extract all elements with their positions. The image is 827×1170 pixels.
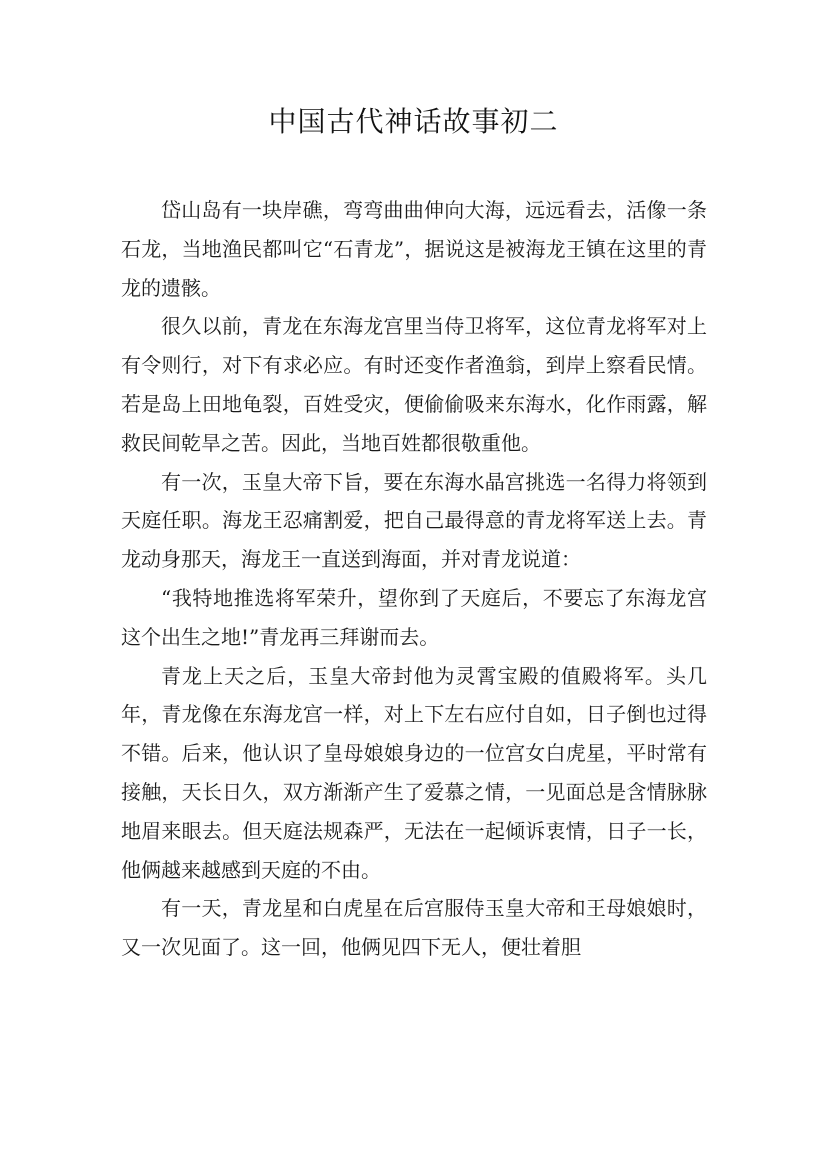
paragraph-1: 岱山岛有一块岸礁，弯弯曲曲伸向大海，远远看去，活像一条石龙，当地渔民都叫它“石青龙”，据说这是被海龙王镇在这里的青龙的遗骸。	[121, 198, 707, 300]
document-body	[121, 191, 707, 967]
paragraph-6: 有一天，青龙星和白虎星在后宫服侍玉皇大帝和王母娘娘时，又一次见面了。这一回，他俩见四下无人，便壮着胆	[121, 896, 707, 960]
paragraph-4: “我特地推选将军荣升，望你到了天庭后，不要忘了东海龙宫这个出生之地!”青龙再三拜谢而去。	[121, 585, 707, 649]
paragraph-3: 有一次，玉皇大帝下旨，要在东海水晶宫挑选一名得力将领到天庭任职。海龙王忍痛割爱，把自己最得意的青龙将军送上去。青龙动身那天，海龙王一直送到海面，并对青龙说道：	[121, 469, 707, 572]
document-title: 中国古代神话故事初二	[268, 105, 559, 138]
paragraph-5: 青龙上天之后，玉皇大帝封他为灵霄宝殿的值殿将军。头几年，青龙像在东海龙宫一样，对上下左右应付自如，日子倒也过得不错。后来，他认识了皇母娘娘身边的一位宫女白虎星，平时常有接触，天长日久，双方渐渐产生了爱慕之情，一见面总是含情脉脉地眉来眼去。但天庭法规森严，无法在一起倾诉衷情，日子一长，他俩越来越感到天庭的不由。	[121, 663, 707, 882]
paragraph-2: 很久以前，青龙在东海龙宫里当侍卫将军，这位青龙将军对上有令则行，对下有求必应。有时还变作者渔翁，到岸上察看民情。若是岛上田地龟裂，百姓受灾，便偷偷吸来东海水，化作雨露，解救民间乾旱之苦。因此，当地百姓都很敬重他。	[121, 314, 707, 455]
